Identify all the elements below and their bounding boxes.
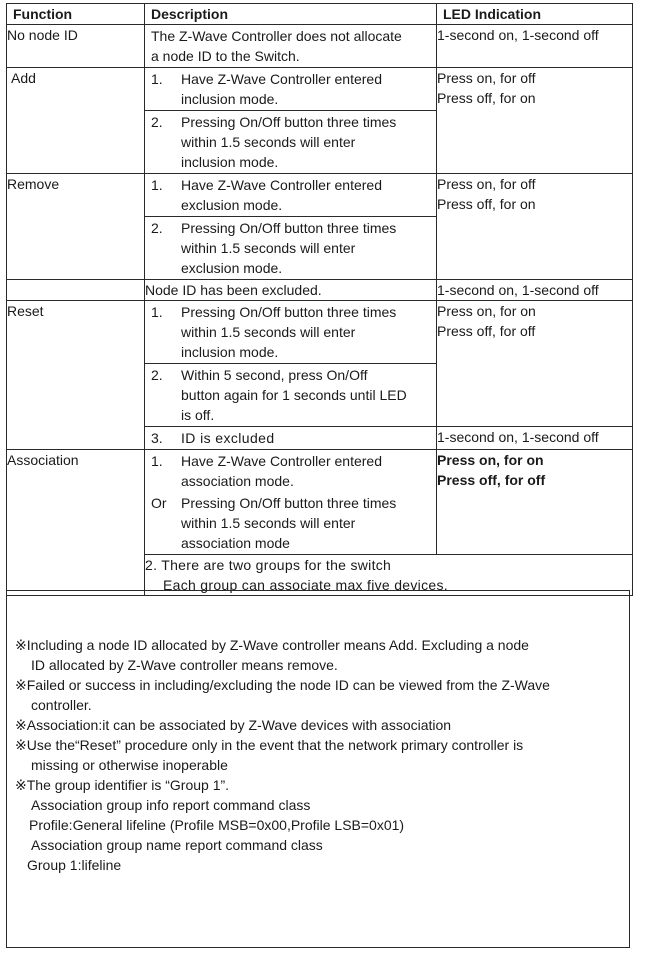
step-line: button again for 1 seconds until LED xyxy=(181,387,407,403)
led-line: Press off, for on xyxy=(437,196,536,212)
step-line: Have Z-Wave Controller entered xyxy=(181,453,383,469)
note-line: controller. xyxy=(31,697,92,713)
group-note-line: 2. There are two groups for the switch xyxy=(145,557,392,573)
description-line: The Z-Wave Controller does not allocate xyxy=(151,28,402,44)
step-line: Have Z-Wave Controller entered xyxy=(181,71,383,87)
note-line: ※Use the“Reset” procedure only in the event that the network primary controller is xyxy=(15,737,524,753)
led-line: Press on, for on xyxy=(437,303,536,319)
step-line: Pressing On/Off button three times xyxy=(181,220,397,236)
note-line: ※Association:it can be associated by Z-Wave devices with association xyxy=(15,717,452,733)
step-line: within 1.5 seconds will enter xyxy=(181,134,356,150)
row-no-node-id xyxy=(7,25,633,68)
step-line: association mode. xyxy=(181,473,294,489)
led-line: Press off, for off xyxy=(437,323,536,339)
led-cell xyxy=(437,25,633,68)
notes-content xyxy=(15,635,620,875)
led-line: 1-second on, 1-second off xyxy=(437,27,599,43)
header-function: Function xyxy=(7,4,145,25)
note-line: missing or otherwise inoperable xyxy=(31,757,228,773)
function-cell: Reset xyxy=(7,301,145,450)
function-cell: No node ID xyxy=(7,25,145,68)
step-line: inclusion mode. xyxy=(181,91,279,107)
note-line: Profile:General lifeline (Profile MSB=0x00,Profile LSB=0x01) xyxy=(29,817,405,833)
step-line: is off. xyxy=(181,407,215,423)
led-line: Press on, for off xyxy=(437,176,536,192)
step-number: 1. xyxy=(151,453,163,469)
header-description: Description xyxy=(145,4,437,25)
step-cell xyxy=(145,364,437,427)
led-cell xyxy=(437,68,633,174)
note-line: Association group info report command class xyxy=(31,797,311,813)
led-line: Press on, for off xyxy=(437,70,536,86)
step-number: 2. xyxy=(151,114,163,130)
row-add-step1 xyxy=(7,68,633,111)
function-cell: Remove xyxy=(7,174,145,280)
step-cell xyxy=(145,450,437,555)
function-cell xyxy=(7,68,145,174)
step-cell xyxy=(145,111,437,174)
note-line: ※Including a node ID allocated by Z-Wave controller means Add. Excluding a node xyxy=(15,637,529,653)
led-line: Press on, for on xyxy=(437,452,544,468)
led-line: Press off, for off xyxy=(437,472,546,488)
row-association-steps xyxy=(7,450,633,555)
function-label: Add xyxy=(11,70,36,86)
header-row xyxy=(7,4,633,25)
step-number: 1. xyxy=(151,177,163,193)
note-line: Association group name report command class xyxy=(31,837,323,853)
led-cell xyxy=(437,174,633,280)
step-cell xyxy=(145,301,437,364)
step-line: within 1.5 seconds will enter xyxy=(181,324,356,340)
step-line: Pressing On/Off button three times xyxy=(181,495,397,511)
led-cell xyxy=(437,301,633,427)
step-number: 3. xyxy=(151,430,163,446)
row-remove-excluded xyxy=(7,280,633,301)
function-table xyxy=(6,3,633,596)
step-number: 1. xyxy=(151,71,163,87)
step-line: Have Z-Wave Controller entered xyxy=(181,177,383,193)
step-line: exclusion mode. xyxy=(181,260,283,276)
description-cell xyxy=(145,25,437,68)
note-line: ※The group identifier is “Group 1”. xyxy=(15,777,230,793)
note-line: Group 1:lifeline xyxy=(27,857,122,873)
step-line: within 1.5 seconds will enter xyxy=(181,240,356,256)
group-note-line: Each group can associate max five devices. xyxy=(163,577,448,593)
led-cell xyxy=(437,280,633,301)
description-line: a node ID to the Switch. xyxy=(151,48,300,64)
step-line: inclusion mode. xyxy=(181,154,279,170)
led-line: 1-second on, 1-second off xyxy=(437,429,599,445)
step-number: 2. xyxy=(151,220,163,236)
led-line: Press off, for on xyxy=(437,90,536,106)
note-line: ID allocated by Z-Wave controller means remove. xyxy=(31,657,338,673)
step-cell xyxy=(145,427,437,450)
led-cell xyxy=(437,450,633,555)
step-line: exclusion mode. xyxy=(181,197,283,213)
step-line: Within 5 second, press On/Off xyxy=(181,367,368,383)
step-number: Or xyxy=(151,495,167,511)
step-cell xyxy=(145,174,437,217)
row-reset-step1 xyxy=(7,301,633,364)
led-cell xyxy=(437,427,633,450)
excluded-cell: Node ID has been excluded. xyxy=(145,280,437,301)
function-cell: Association xyxy=(7,450,145,596)
step-number: 2. xyxy=(151,367,163,383)
function-cell-empty xyxy=(7,280,145,301)
led-line: 1-second on, 1-second off xyxy=(437,282,599,298)
note-line: ※Failed or success in including/excluding the node ID can be viewed from the Z-Wave xyxy=(15,677,550,693)
row-remove-step1 xyxy=(7,174,633,217)
step-number: 1. xyxy=(151,304,163,320)
step-cell xyxy=(145,217,437,280)
step-line: inclusion mode. xyxy=(181,344,279,360)
step-line: ID is excluded xyxy=(181,430,275,446)
step-line: Pressing On/Off button three times xyxy=(181,114,397,130)
step-line: Pressing On/Off button three times xyxy=(181,304,397,320)
step-line: within 1.5 seconds will enter xyxy=(181,515,356,531)
notes-box xyxy=(6,590,630,948)
step-cell xyxy=(145,68,437,111)
header-led: LED Indication xyxy=(437,4,633,25)
step-line: association mode xyxy=(181,535,290,551)
